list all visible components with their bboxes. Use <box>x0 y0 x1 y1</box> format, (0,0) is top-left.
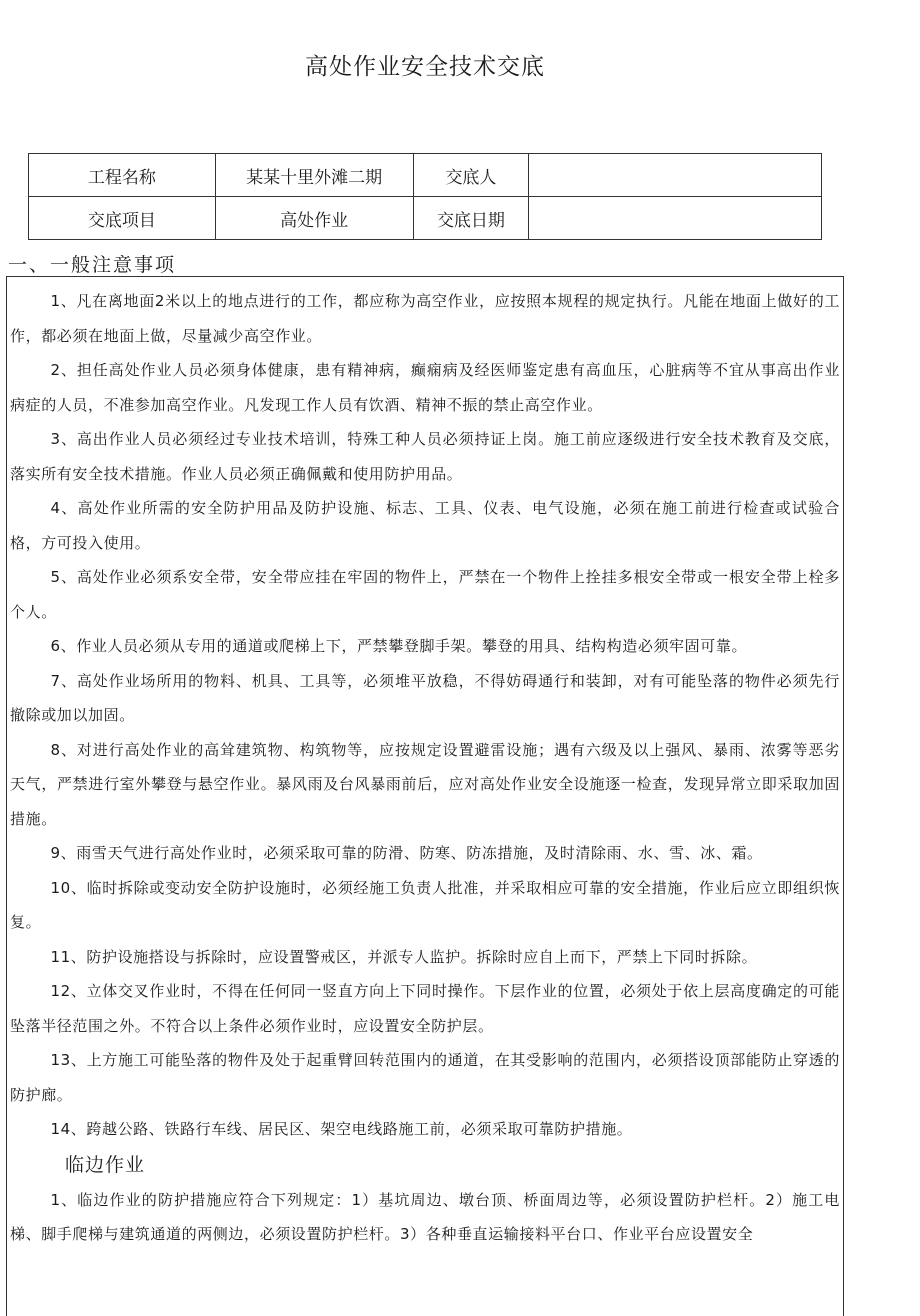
clause-4: 4、高处作业所需的安全防护用品及防护设施、标志、工具、仪表、电气设施，必须在施工前进行检查或试验合格，方可投入使用。 <box>10 499 840 552</box>
briefing-item-value: 高处作业 <box>215 197 413 240</box>
clause-6: 6、作业人员必须从专用的通道或爬梯上下，严禁攀登脚手架。攀登的用具、结构构造必须牢固可靠。 <box>50 637 748 655</box>
briefing-item-label: 交底项目 <box>29 197 216 240</box>
clause-10: 10、临时拆除或变动安全防护设施时，必须经施工负责人批准，并采取相应可靠的安全措施，作业后应立即组织恢复。 <box>10 878 840 931</box>
section-heading-edge-work: 临边作业 <box>65 1153 146 1176</box>
clause-14: 14、跨越公路、铁路行车线、居民区、架空电线路施工前，必须采取可靠防护措施。 <box>50 1120 633 1138</box>
briefing-date-value <box>529 197 822 240</box>
edge-clause-1: 1、临边作业的防护措施应符合下列规定：1）基坑周边、墩台顶、桥面周边等，必须设置防护栏杆。2）施工电梯、脚手爬梯与建筑通道的两侧边，必须设置防护栏杆。3）各种垂直运输接料平台口、作业平台应设置安全 <box>10 1190 840 1243</box>
briefer-label: 交底人 <box>413 154 529 197</box>
document-title: 高处作业安全技术交底 <box>305 54 545 80</box>
briefing-date-label: 交底日期 <box>413 197 529 240</box>
clause-11: 11、防护设施搭设与拆除时，应设置警戒区，并派专人监护。拆除时应自上而下，严禁上下同时拆除。 <box>50 947 758 966</box>
content-body <box>10 284 840 1252</box>
project-name-label: 工程名称 <box>29 154 216 197</box>
clause-12: 12、立体交叉作业时，不得在任何同一竖直方向上下同时操作。下层作业的位置，必须处于依上层高度确定的可能坠落半径范围之外。不符合以上条件必须作业时，应设置安全防护层。 <box>10 982 840 1035</box>
clause-5: 5、高处作业必须系安全带，安全带应挂在牢固的物件上，严禁在一个物件上拴挂多根安全带或一根安全带上栓多个人。 <box>10 568 840 621</box>
info-table <box>28 153 822 240</box>
clause-13: 13、上方施工可能坠落的物件及处于起重臂回转范围内的通道，在其受影响的范围内，必须搭设顶部能防止穿透的防护廊。 <box>10 1051 840 1104</box>
clause-1: 1、凡在离地面2米以上的地点进行的工作，都应称为高空作业，应按照本规程的规定执行。凡能在地面上做好的工作，都必须在地面上做，尽量减少高空作业。 <box>10 292 840 345</box>
table-row <box>29 197 822 240</box>
briefer-value <box>529 154 822 197</box>
section-heading-general: 一、一般注意事项 <box>8 254 177 276</box>
clause-3: 3、高出作业人员必须经过专业技术培训，特殊工种人员必须持证上岗。施工前应逐级进行安全技术教育及交底，落实所有安全技术措施。作业人员必须正确佩戴和使用防护用品。 <box>10 430 840 483</box>
clause-2: 2、担任高处作业人员必须身体健康，患有精神病，癫痫病及经医师鉴定患有高血压，心脏病等不宜从事高出作业病症的人员，不准参加高空作业。凡发现工作人员有饮酒、精神不振的禁止高空作业。 <box>10 361 840 414</box>
clause-8: 8、对进行高处作业的高耸建筑物、构筑物等，应按规定设置避雷设施；遇有六级及以上强风、暴雨、浓雾等恶劣天气，严禁进行室外攀登与悬空作业。暴风雨及台风暴雨前后，应对高处作业安全设施逐一检查，发现异常立即采取加固措施。 <box>10 740 840 828</box>
project-name-value: 某某十里外滩二期 <box>215 154 413 197</box>
clause-9: 9、雨雪天气进行高处作业时，必须采取可靠的防滑、防寒、防冻措施，及时清除雨、水、雪、冰、霜。 <box>50 844 763 862</box>
table-row <box>29 154 822 197</box>
clause-7: 7、高处作业场所用的物料、机具、工具等，必须堆平放稳，不得妨碍通行和装卸，对有可能坠落的物件必须先行撤除或加以加固。 <box>10 671 840 724</box>
